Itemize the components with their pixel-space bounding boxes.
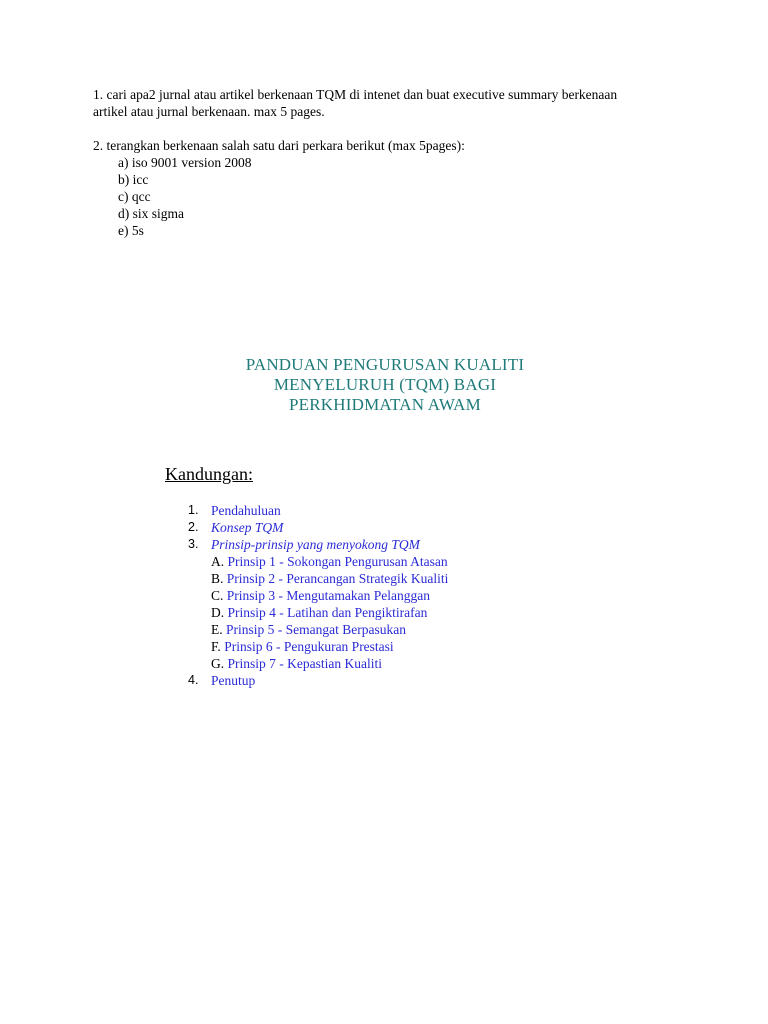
toc-subitem — [211, 604, 448, 621]
toc-subitem — [211, 621, 448, 638]
option-list — [118, 154, 251, 239]
toc-link-pendahuluan[interactable]: Pendahuluan — [211, 503, 281, 518]
toc-sublink[interactable]: Prinsip 3 - Mengutamakan Pelanggan — [226, 588, 430, 603]
option-item: d) six sigma — [118, 206, 184, 221]
toc-item-pendahuluan — [188, 502, 448, 519]
sub-letter: A. — [211, 554, 225, 569]
toc-number: 2. — [188, 520, 199, 534]
toc-number: 1. — [188, 503, 199, 517]
toc-sublink[interactable]: Prinsip 7 - Kepastian Kualiti — [227, 656, 382, 671]
title-line: MENYELURUH (TQM) BAGI — [273, 375, 497, 394]
sub-letter: E. — [211, 622, 223, 637]
toc-sublist — [211, 553, 448, 672]
toc-link-konsep[interactable]: Konsep TQM — [211, 520, 284, 535]
toc-sublink[interactable]: Prinsip 2 - Perancangan Strategik Kualiti — [226, 571, 449, 586]
sub-letter: C. — [211, 588, 224, 603]
toc-sublink[interactable]: Prinsip 6 - Pengukuran Prestasi — [224, 639, 394, 654]
contents-heading: Kandungan: — [165, 464, 253, 484]
toc-sublink[interactable]: Prinsip 1 - Sokongan Pengurusan Atasan — [227, 554, 448, 569]
option-item: b) icc — [118, 172, 149, 187]
title-line: PANDUAN PENGURUSAN KUALITI — [245, 355, 525, 374]
instruction-1: 1. cari apa2 jurnal atau artikel berkenaan TQM di intenet dan buat executive summary berkenaan artikel atau jurnal berkenaan. max 5 pages. — [93, 87, 618, 119]
toc-number: 4. — [188, 673, 199, 687]
sub-letter: D. — [211, 605, 225, 620]
toc-item-konsep — [188, 519, 448, 536]
toc-subitem — [211, 638, 448, 655]
sub-letter: B. — [211, 571, 224, 586]
table-of-contents — [188, 502, 448, 689]
toc-link-penutup[interactable]: Penutup — [211, 673, 256, 688]
toc-subitem — [211, 587, 448, 604]
toc-subitem — [211, 553, 448, 570]
toc-sublink[interactable]: Prinsip 5 - Semangat Berpasukan — [226, 622, 406, 637]
sub-letter: G. — [211, 656, 225, 671]
toc-sublink[interactable]: Prinsip 4 - Latihan dan Pengiktirafan — [227, 605, 428, 620]
option-item: a) iso 9001 version 2008 — [118, 155, 252, 170]
toc-number: 3. — [188, 537, 199, 551]
title-line: PERKHIDMATAN AWAM — [289, 395, 481, 414]
option-item: e) 5s — [118, 223, 144, 238]
option-item: c) qcc — [118, 189, 151, 204]
instruction-2: 2. terangkan berkenaan salah satu dari perkara berikut (max 5pages): — [93, 138, 465, 153]
toc-item-prinsip — [188, 536, 448, 672]
toc-link-prinsip[interactable]: Prinsip-prinsip yang menyokong TQM — [211, 537, 420, 552]
toc-subitem — [211, 570, 448, 587]
toc-subitem — [211, 655, 448, 672]
document-title — [160, 355, 610, 415]
toc-item-penutup — [188, 672, 448, 689]
sub-letter: F. — [211, 639, 221, 654]
